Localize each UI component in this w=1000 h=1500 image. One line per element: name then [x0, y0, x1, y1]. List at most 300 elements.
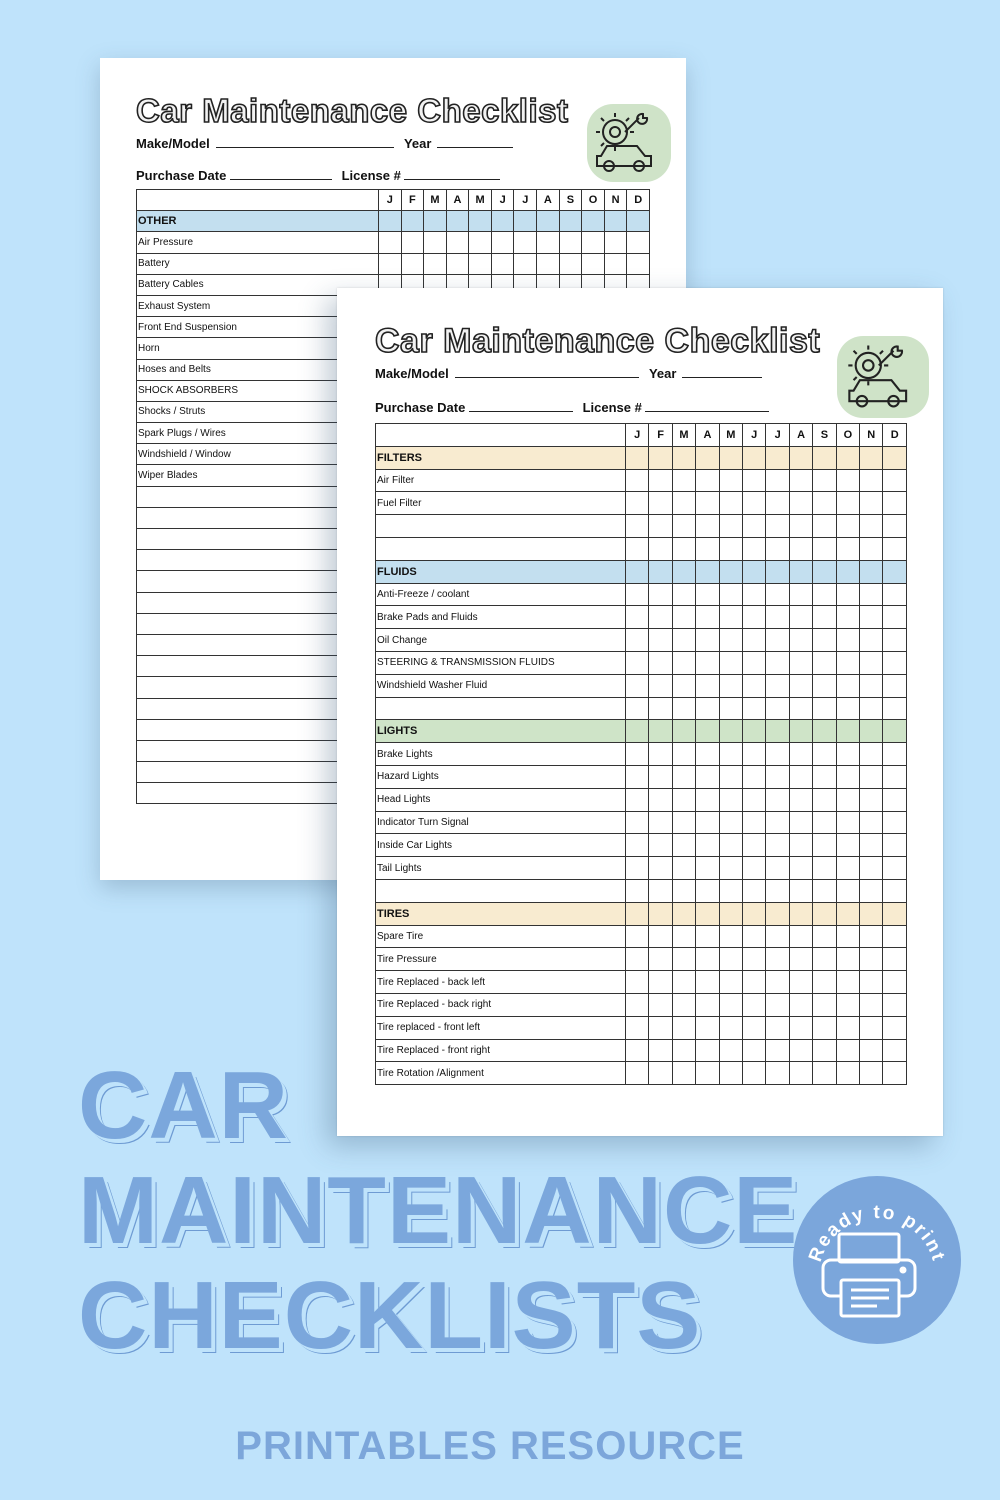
check-cell[interactable]	[627, 211, 650, 232]
check-cell[interactable]	[696, 446, 719, 469]
check-cell[interactable]	[860, 948, 883, 971]
check-cell[interactable]	[883, 537, 907, 560]
check-cell[interactable]	[813, 811, 836, 834]
check-cell[interactable]	[766, 948, 789, 971]
check-cell[interactable]	[424, 211, 447, 232]
check-cell[interactable]	[813, 925, 836, 948]
check-cell[interactable]	[626, 651, 649, 674]
check-cell[interactable]	[696, 720, 719, 743]
check-cell[interactable]	[789, 606, 812, 629]
check-cell[interactable]	[696, 743, 719, 766]
check-cell[interactable]	[719, 697, 742, 720]
check-cell[interactable]	[626, 697, 649, 720]
check-cell[interactable]	[672, 492, 695, 515]
check-cell[interactable]	[883, 492, 907, 515]
check-cell[interactable]	[883, 583, 907, 606]
check-cell[interactable]	[649, 765, 672, 788]
check-cell[interactable]	[743, 697, 766, 720]
check-cell[interactable]	[719, 651, 742, 674]
check-cell[interactable]	[672, 743, 695, 766]
check-cell[interactable]	[743, 674, 766, 697]
check-cell[interactable]	[743, 971, 766, 994]
check-cell[interactable]	[401, 232, 424, 253]
check-cell[interactable]	[649, 743, 672, 766]
check-cell[interactable]	[766, 1039, 789, 1062]
check-cell[interactable]	[860, 971, 883, 994]
check-cell[interactable]	[626, 857, 649, 880]
check-cell[interactable]	[860, 651, 883, 674]
check-cell[interactable]	[883, 765, 907, 788]
check-cell[interactable]	[672, 857, 695, 880]
check-cell[interactable]	[743, 492, 766, 515]
check-cell[interactable]	[789, 948, 812, 971]
check-cell[interactable]	[766, 1016, 789, 1039]
check-cell[interactable]	[719, 993, 742, 1016]
check-cell[interactable]	[672, 651, 695, 674]
check-cell[interactable]	[836, 811, 859, 834]
check-cell[interactable]	[766, 743, 789, 766]
check-cell[interactable]	[626, 515, 649, 538]
check-cell[interactable]	[860, 469, 883, 492]
check-cell[interactable]	[626, 879, 649, 902]
check-cell[interactable]	[883, 515, 907, 538]
check-cell[interactable]	[789, 925, 812, 948]
check-cell[interactable]	[626, 811, 649, 834]
check-cell[interactable]	[719, 788, 742, 811]
check-cell[interactable]	[766, 879, 789, 902]
check-cell[interactable]	[672, 788, 695, 811]
check-cell[interactable]	[626, 492, 649, 515]
check-cell[interactable]	[836, 971, 859, 994]
check-cell[interactable]	[789, 743, 812, 766]
check-cell[interactable]	[719, 606, 742, 629]
check-cell[interactable]	[696, 902, 719, 925]
check-cell[interactable]	[789, 583, 812, 606]
check-cell[interactable]	[766, 469, 789, 492]
check-cell[interactable]	[813, 1062, 836, 1085]
check-cell[interactable]	[813, 560, 836, 583]
check-cell[interactable]	[627, 232, 650, 253]
check-cell[interactable]	[813, 902, 836, 925]
check-cell[interactable]	[672, 902, 695, 925]
check-cell[interactable]	[401, 253, 424, 274]
check-cell[interactable]	[696, 971, 719, 994]
check-cell[interactable]	[766, 765, 789, 788]
check-cell[interactable]	[813, 834, 836, 857]
check-cell[interactable]	[883, 1039, 907, 1062]
check-cell[interactable]	[860, 993, 883, 1016]
check-cell[interactable]	[743, 515, 766, 538]
check-cell[interactable]	[789, 1016, 812, 1039]
check-cell[interactable]	[719, 1016, 742, 1039]
check-cell[interactable]	[766, 902, 789, 925]
check-cell[interactable]	[627, 253, 650, 274]
check-cell[interactable]	[860, 925, 883, 948]
check-cell[interactable]	[604, 232, 627, 253]
check-cell[interactable]	[604, 211, 627, 232]
check-cell[interactable]	[860, 697, 883, 720]
check-cell[interactable]	[766, 834, 789, 857]
check-cell[interactable]	[766, 515, 789, 538]
check-cell[interactable]	[672, 469, 695, 492]
check-cell[interactable]	[719, 629, 742, 652]
check-cell[interactable]	[672, 765, 695, 788]
check-cell[interactable]	[789, 515, 812, 538]
check-cell[interactable]	[766, 971, 789, 994]
check-cell[interactable]	[719, 879, 742, 902]
check-cell[interactable]	[836, 629, 859, 652]
check-cell[interactable]	[672, 560, 695, 583]
check-cell[interactable]	[860, 788, 883, 811]
check-cell[interactable]	[743, 583, 766, 606]
check-cell[interactable]	[649, 446, 672, 469]
check-cell[interactable]	[719, 743, 742, 766]
check-cell[interactable]	[582, 211, 605, 232]
check-cell[interactable]	[649, 857, 672, 880]
check-cell[interactable]	[672, 1039, 695, 1062]
check-cell[interactable]	[836, 606, 859, 629]
check-cell[interactable]	[719, 583, 742, 606]
check-cell[interactable]	[836, 469, 859, 492]
check-cell[interactable]	[424, 253, 447, 274]
check-cell[interactable]	[860, 674, 883, 697]
check-cell[interactable]	[789, 879, 812, 902]
check-cell[interactable]	[836, 1039, 859, 1062]
check-cell[interactable]	[649, 469, 672, 492]
check-cell[interactable]	[860, 1016, 883, 1039]
check-cell[interactable]	[883, 606, 907, 629]
check-cell[interactable]	[514, 253, 537, 274]
check-cell[interactable]	[696, 515, 719, 538]
check-cell[interactable]	[836, 537, 859, 560]
check-cell[interactable]	[696, 765, 719, 788]
check-cell[interactable]	[649, 879, 672, 902]
check-cell[interactable]	[696, 1039, 719, 1062]
check-cell[interactable]	[789, 811, 812, 834]
check-cell[interactable]	[514, 211, 537, 232]
check-cell[interactable]	[401, 211, 424, 232]
check-cell[interactable]	[696, 674, 719, 697]
check-cell[interactable]	[813, 720, 836, 743]
check-cell[interactable]	[789, 857, 812, 880]
check-cell[interactable]	[766, 857, 789, 880]
check-cell[interactable]	[766, 629, 789, 652]
check-cell[interactable]	[446, 232, 469, 253]
check-cell[interactable]	[696, 560, 719, 583]
check-cell[interactable]	[883, 811, 907, 834]
check-cell[interactable]	[789, 993, 812, 1016]
check-cell[interactable]	[789, 1039, 812, 1062]
check-cell[interactable]	[813, 1016, 836, 1039]
check-cell[interactable]	[743, 606, 766, 629]
check-cell[interactable]	[743, 469, 766, 492]
check-cell[interactable]	[672, 446, 695, 469]
check-cell[interactable]	[696, 1016, 719, 1039]
check-cell[interactable]	[719, 515, 742, 538]
check-cell[interactable]	[743, 560, 766, 583]
check-cell[interactable]	[626, 629, 649, 652]
check-cell[interactable]	[649, 948, 672, 971]
check-cell[interactable]	[649, 629, 672, 652]
check-cell[interactable]	[696, 811, 719, 834]
check-cell[interactable]	[789, 697, 812, 720]
check-cell[interactable]	[789, 765, 812, 788]
check-cell[interactable]	[766, 606, 789, 629]
check-cell[interactable]	[696, 1062, 719, 1085]
check-cell[interactable]	[696, 834, 719, 857]
check-cell[interactable]	[883, 948, 907, 971]
check-cell[interactable]	[813, 1039, 836, 1062]
check-cell[interactable]	[719, 537, 742, 560]
check-cell[interactable]	[836, 651, 859, 674]
check-cell[interactable]	[469, 211, 492, 232]
check-cell[interactable]	[491, 211, 514, 232]
check-cell[interactable]	[649, 1016, 672, 1039]
check-cell[interactable]	[860, 446, 883, 469]
check-cell[interactable]	[789, 674, 812, 697]
check-cell[interactable]	[626, 674, 649, 697]
check-cell[interactable]	[696, 788, 719, 811]
check-cell[interactable]	[649, 925, 672, 948]
check-cell[interactable]	[672, 720, 695, 743]
check-cell[interactable]	[719, 902, 742, 925]
check-cell[interactable]	[836, 925, 859, 948]
check-cell[interactable]	[719, 811, 742, 834]
check-cell[interactable]	[696, 606, 719, 629]
check-cell[interactable]	[696, 651, 719, 674]
check-cell[interactable]	[672, 515, 695, 538]
check-cell[interactable]	[743, 811, 766, 834]
check-cell[interactable]	[672, 1062, 695, 1085]
check-cell[interactable]	[649, 697, 672, 720]
check-cell[interactable]	[719, 834, 742, 857]
check-cell[interactable]	[379, 211, 402, 232]
check-cell[interactable]	[626, 1062, 649, 1085]
check-cell[interactable]	[559, 232, 582, 253]
check-cell[interactable]	[559, 211, 582, 232]
check-cell[interactable]	[883, 902, 907, 925]
check-cell[interactable]	[860, 902, 883, 925]
check-cell[interactable]	[743, 537, 766, 560]
check-cell[interactable]	[672, 971, 695, 994]
check-cell[interactable]	[883, 629, 907, 652]
check-cell[interactable]	[836, 446, 859, 469]
check-cell[interactable]	[537, 232, 560, 253]
check-cell[interactable]	[649, 811, 672, 834]
check-cell[interactable]	[626, 765, 649, 788]
check-cell[interactable]	[860, 765, 883, 788]
check-cell[interactable]	[626, 469, 649, 492]
check-cell[interactable]	[813, 446, 836, 469]
check-cell[interactable]	[719, 1062, 742, 1085]
check-cell[interactable]	[766, 674, 789, 697]
check-cell[interactable]	[719, 469, 742, 492]
check-cell[interactable]	[860, 560, 883, 583]
check-cell[interactable]	[813, 971, 836, 994]
check-cell[interactable]	[789, 971, 812, 994]
check-cell[interactable]	[672, 834, 695, 857]
check-cell[interactable]	[883, 857, 907, 880]
check-cell[interactable]	[696, 925, 719, 948]
check-cell[interactable]	[626, 446, 649, 469]
check-cell[interactable]	[649, 537, 672, 560]
check-cell[interactable]	[649, 606, 672, 629]
check-cell[interactable]	[883, 971, 907, 994]
check-cell[interactable]	[789, 469, 812, 492]
check-cell[interactable]	[883, 720, 907, 743]
check-cell[interactable]	[743, 902, 766, 925]
check-cell[interactable]	[719, 492, 742, 515]
check-cell[interactable]	[626, 583, 649, 606]
check-cell[interactable]	[813, 606, 836, 629]
check-cell[interactable]	[672, 948, 695, 971]
check-cell[interactable]	[813, 515, 836, 538]
check-cell[interactable]	[537, 253, 560, 274]
check-cell[interactable]	[883, 743, 907, 766]
check-cell[interactable]	[860, 857, 883, 880]
check-cell[interactable]	[789, 446, 812, 469]
check-cell[interactable]	[696, 583, 719, 606]
check-cell[interactable]	[766, 560, 789, 583]
check-cell[interactable]	[860, 515, 883, 538]
check-cell[interactable]	[649, 993, 672, 1016]
check-cell[interactable]	[766, 993, 789, 1016]
check-cell[interactable]	[626, 788, 649, 811]
check-cell[interactable]	[696, 629, 719, 652]
check-cell[interactable]	[836, 948, 859, 971]
check-cell[interactable]	[789, 902, 812, 925]
check-cell[interactable]	[719, 1039, 742, 1062]
check-cell[interactable]	[649, 720, 672, 743]
check-cell[interactable]	[604, 253, 627, 274]
check-cell[interactable]	[649, 492, 672, 515]
check-cell[interactable]	[860, 537, 883, 560]
check-cell[interactable]	[626, 971, 649, 994]
check-cell[interactable]	[743, 879, 766, 902]
check-cell[interactable]	[696, 537, 719, 560]
check-cell[interactable]	[626, 902, 649, 925]
check-cell[interactable]	[649, 971, 672, 994]
check-cell[interactable]	[883, 879, 907, 902]
check-cell[interactable]	[696, 993, 719, 1016]
check-cell[interactable]	[883, 560, 907, 583]
check-cell[interactable]	[789, 651, 812, 674]
check-cell[interactable]	[860, 1039, 883, 1062]
check-cell[interactable]	[883, 651, 907, 674]
check-cell[interactable]	[836, 788, 859, 811]
check-cell[interactable]	[469, 232, 492, 253]
check-cell[interactable]	[649, 902, 672, 925]
check-cell[interactable]	[379, 253, 402, 274]
check-cell[interactable]	[649, 515, 672, 538]
check-cell[interactable]	[836, 993, 859, 1016]
check-cell[interactable]	[836, 834, 859, 857]
check-cell[interactable]	[836, 879, 859, 902]
check-cell[interactable]	[743, 993, 766, 1016]
check-cell[interactable]	[649, 788, 672, 811]
check-cell[interactable]	[836, 492, 859, 515]
check-cell[interactable]	[582, 253, 605, 274]
check-cell[interactable]	[672, 811, 695, 834]
check-cell[interactable]	[719, 765, 742, 788]
check-cell[interactable]	[696, 492, 719, 515]
check-cell[interactable]	[719, 446, 742, 469]
check-cell[interactable]	[836, 743, 859, 766]
check-cell[interactable]	[789, 788, 812, 811]
check-cell[interactable]	[813, 583, 836, 606]
check-cell[interactable]	[766, 537, 789, 560]
check-cell[interactable]	[813, 469, 836, 492]
check-cell[interactable]	[672, 697, 695, 720]
check-cell[interactable]	[626, 537, 649, 560]
check-cell[interactable]	[813, 765, 836, 788]
check-cell[interactable]	[696, 469, 719, 492]
check-cell[interactable]	[883, 834, 907, 857]
check-cell[interactable]	[719, 948, 742, 971]
check-cell[interactable]	[813, 651, 836, 674]
check-cell[interactable]	[860, 811, 883, 834]
check-cell[interactable]	[626, 606, 649, 629]
check-cell[interactable]	[883, 1062, 907, 1085]
check-cell[interactable]	[883, 788, 907, 811]
check-cell[interactable]	[813, 857, 836, 880]
check-cell[interactable]	[813, 948, 836, 971]
check-cell[interactable]	[789, 1062, 812, 1085]
check-cell[interactable]	[813, 743, 836, 766]
check-cell[interactable]	[379, 232, 402, 253]
check-cell[interactable]	[719, 720, 742, 743]
check-cell[interactable]	[696, 697, 719, 720]
check-cell[interactable]	[626, 834, 649, 857]
check-cell[interactable]	[719, 674, 742, 697]
check-cell[interactable]	[719, 925, 742, 948]
check-cell[interactable]	[743, 720, 766, 743]
check-cell[interactable]	[446, 253, 469, 274]
check-cell[interactable]	[813, 697, 836, 720]
check-cell[interactable]	[860, 583, 883, 606]
check-cell[interactable]	[649, 583, 672, 606]
check-cell[interactable]	[672, 674, 695, 697]
check-cell[interactable]	[743, 1039, 766, 1062]
check-cell[interactable]	[836, 583, 859, 606]
check-cell[interactable]	[789, 720, 812, 743]
check-cell[interactable]	[766, 925, 789, 948]
check-cell[interactable]	[743, 743, 766, 766]
check-cell[interactable]	[766, 651, 789, 674]
check-cell[interactable]	[626, 993, 649, 1016]
check-cell[interactable]	[672, 879, 695, 902]
check-cell[interactable]	[836, 674, 859, 697]
check-cell[interactable]	[766, 720, 789, 743]
check-cell[interactable]	[789, 834, 812, 857]
check-cell[interactable]	[789, 560, 812, 583]
check-cell[interactable]	[649, 834, 672, 857]
check-cell[interactable]	[836, 857, 859, 880]
check-cell[interactable]	[743, 629, 766, 652]
check-cell[interactable]	[813, 674, 836, 697]
check-cell[interactable]	[424, 232, 447, 253]
check-cell[interactable]	[537, 211, 560, 232]
check-cell[interactable]	[696, 857, 719, 880]
check-cell[interactable]	[672, 537, 695, 560]
check-cell[interactable]	[883, 446, 907, 469]
check-cell[interactable]	[743, 948, 766, 971]
check-cell[interactable]	[860, 1062, 883, 1085]
check-cell[interactable]	[491, 232, 514, 253]
check-cell[interactable]	[860, 834, 883, 857]
check-cell[interactable]	[743, 1062, 766, 1085]
check-cell[interactable]	[514, 232, 537, 253]
